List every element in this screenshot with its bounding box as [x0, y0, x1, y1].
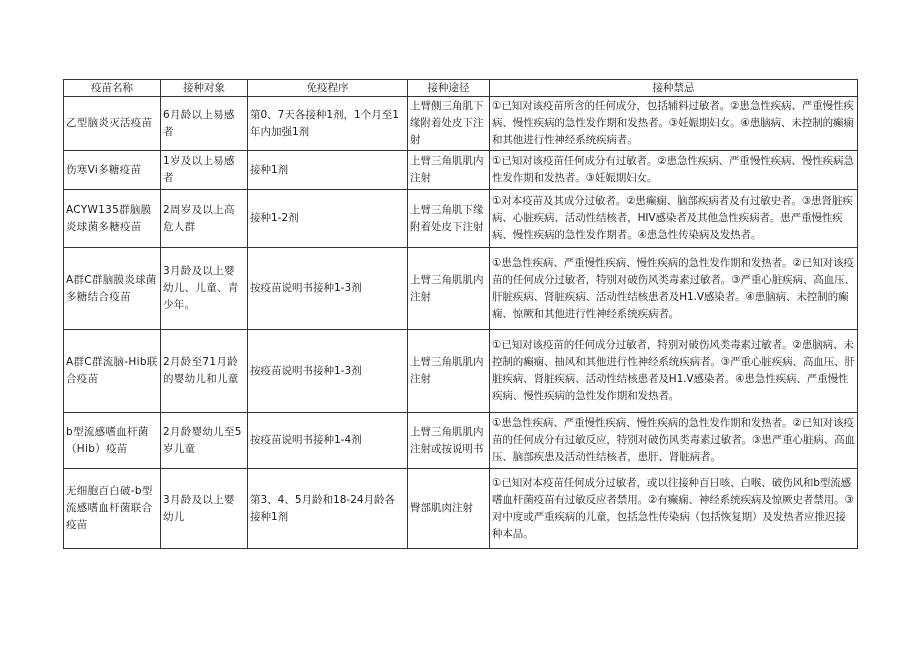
header-route: 接种途径	[408, 80, 490, 97]
table-row	[64, 469, 858, 549]
cell-schedule: 按疫苗说明书接种1-3剂	[248, 330, 408, 413]
cell-target: 3月龄及以上婴幼儿、儿童、青少年。	[161, 248, 248, 330]
cell-contra: ①对本疫苗及其成分过敏者。②患癫痫、脑部疾病者及有过敏史者。③患肾脏疾病、心脏疾病、活动性结核者，HIV感染者及其他急性疾病者。患严重慢性疾病、慢性疾病的急性发作期者。④患急性传染病及发热者。	[490, 190, 858, 248]
cell-target: 1岁及以上易感者	[161, 151, 248, 190]
header-name: 疫苗名称	[64, 80, 161, 97]
header-schedule: 免疫程序	[248, 80, 408, 97]
cell-target: 6月龄以上易感者	[161, 97, 248, 151]
cell-route: 上臂三角肌肌内注射或按说明书	[408, 413, 490, 469]
cell-route: 上臂三角肌下缘附着处皮下注射	[408, 190, 490, 248]
table-row	[64, 330, 858, 413]
cell-name: 伤寒Vi多糖疫苗	[64, 151, 161, 190]
cell-schedule: 按疫苗说明书接种1-4剂	[248, 413, 408, 469]
cell-name: 无细胞百白破-b型流感嗜血杆菌联合疫苗	[64, 469, 161, 549]
cell-schedule: 按疫苗说明书接种1-3剂	[248, 248, 408, 330]
cell-contra: ①已知对该疫苗的任何成分过敏者，特别对破伤风类毒素过敏者。②患脑病、未控制的癫痫、抽风和其他进行性神经系统疾病者。③严重心脏疾病、高血压、肝脏疾病、肾脏疾病、活动性结核患者及H1.V感染者。④患急性疾病、严重慢性疾病、慢性疾病的急性发作期和发热者。	[490, 330, 858, 413]
cell-contra: ①患急性疾病、严重慢性疾病、慢性疾病的急性发作期和发热者。②已知对该疫苗的任何成分有过敏反应，特别对破伤风类毒素过敏者。③患严重心脏病、高血压、脑部疾患及活动性结核者，患肝、肾脏病者。	[490, 413, 858, 469]
cell-target: 2月龄至71月龄的婴幼儿和儿童	[161, 330, 248, 413]
vaccine-table	[63, 79, 858, 549]
cell-target: 3月龄及以上婴幼儿	[161, 469, 248, 549]
cell-route: 上臂三角肌肌内注射	[408, 330, 490, 413]
cell-route: 上臂侧三角肌下缘附着处皮下注射	[408, 97, 490, 151]
table-row	[64, 248, 858, 330]
cell-name: 乙型脑炎灭活疫苗	[64, 97, 161, 151]
cell-route: 臀部肌肉注射	[408, 469, 490, 549]
table-row	[64, 413, 858, 469]
cell-contra: ①患急性疾病、严重慢性疾病、慢性疾病的急性发作期和发热者。②已知对该疫苗的任何成分过敏者，特别对破伤风类毒素过敏者。③严重心脏疾病、高血压、肝脏疾病、肾脏疾病、活动性结核患者及H1.V感染者。④患脑病、未控制的癫痫、惊厥和其他进行性神经系统疾病者。	[490, 248, 858, 330]
cell-name: A群C群流脑-Hib联合疫苗	[64, 330, 161, 413]
cell-target: 2周岁及以上高危人群	[161, 190, 248, 248]
cell-name: A群C群脑膜炎球菌多糖结合疫苗	[64, 248, 161, 330]
cell-schedule: 接种1剂	[248, 151, 408, 190]
header-row	[64, 80, 858, 97]
cell-name: ACYW135群脑膜炎球菌多糖疫苗	[64, 190, 161, 248]
cell-contra: ①已知对该疫苗所含的任何成分，包括辅料过敏者。②患急性疾病、严重慢性疾病、慢性疾病的急性发作期和发热者。③妊娠期妇女。④患脑病、未控制的癫痫和其他进行性神经系统疾病者。	[490, 97, 858, 151]
cell-schedule: 第0、7天各接种1剂，1个月至1年内加强1剂	[248, 97, 408, 151]
header-contra: 接种禁忌	[490, 80, 858, 97]
cell-route: 上臂三角肌肌内注射	[408, 248, 490, 330]
cell-route: 上臂三角肌肌内注射	[408, 151, 490, 190]
table-row	[64, 97, 858, 151]
cell-contra: ①已知对该疫苗任何成分有过敏者。②患急性疾病、严重慢性疾病、慢性疾病急性发作期和发热者。③妊娠期妇女。	[490, 151, 858, 190]
cell-name: b型流感嗜血杆菌（Hib）疫苗	[64, 413, 161, 469]
cell-schedule: 接种1-2剂	[248, 190, 408, 248]
table-row	[64, 190, 858, 248]
table-row	[64, 151, 858, 190]
cell-contra: ①已知对本疫苗任何成分过敏者，或以往接种百日咳、白喉、破伤风和b型流感嗜血杆菌疫苗有过敏反应者禁用。②有癫痫、神经系统疾病及惊厥史者禁用。③对中度或严重疾病的儿童，包括急性传染病（包括恢复期）及发热者应推迟接种本品。	[490, 469, 858, 549]
cell-target: 2月龄婴幼儿至5岁儿童	[161, 413, 248, 469]
header-target: 接种对象	[161, 80, 248, 97]
cell-schedule: 第3、4、5月龄和18-24月龄各接种1剂	[248, 469, 408, 549]
